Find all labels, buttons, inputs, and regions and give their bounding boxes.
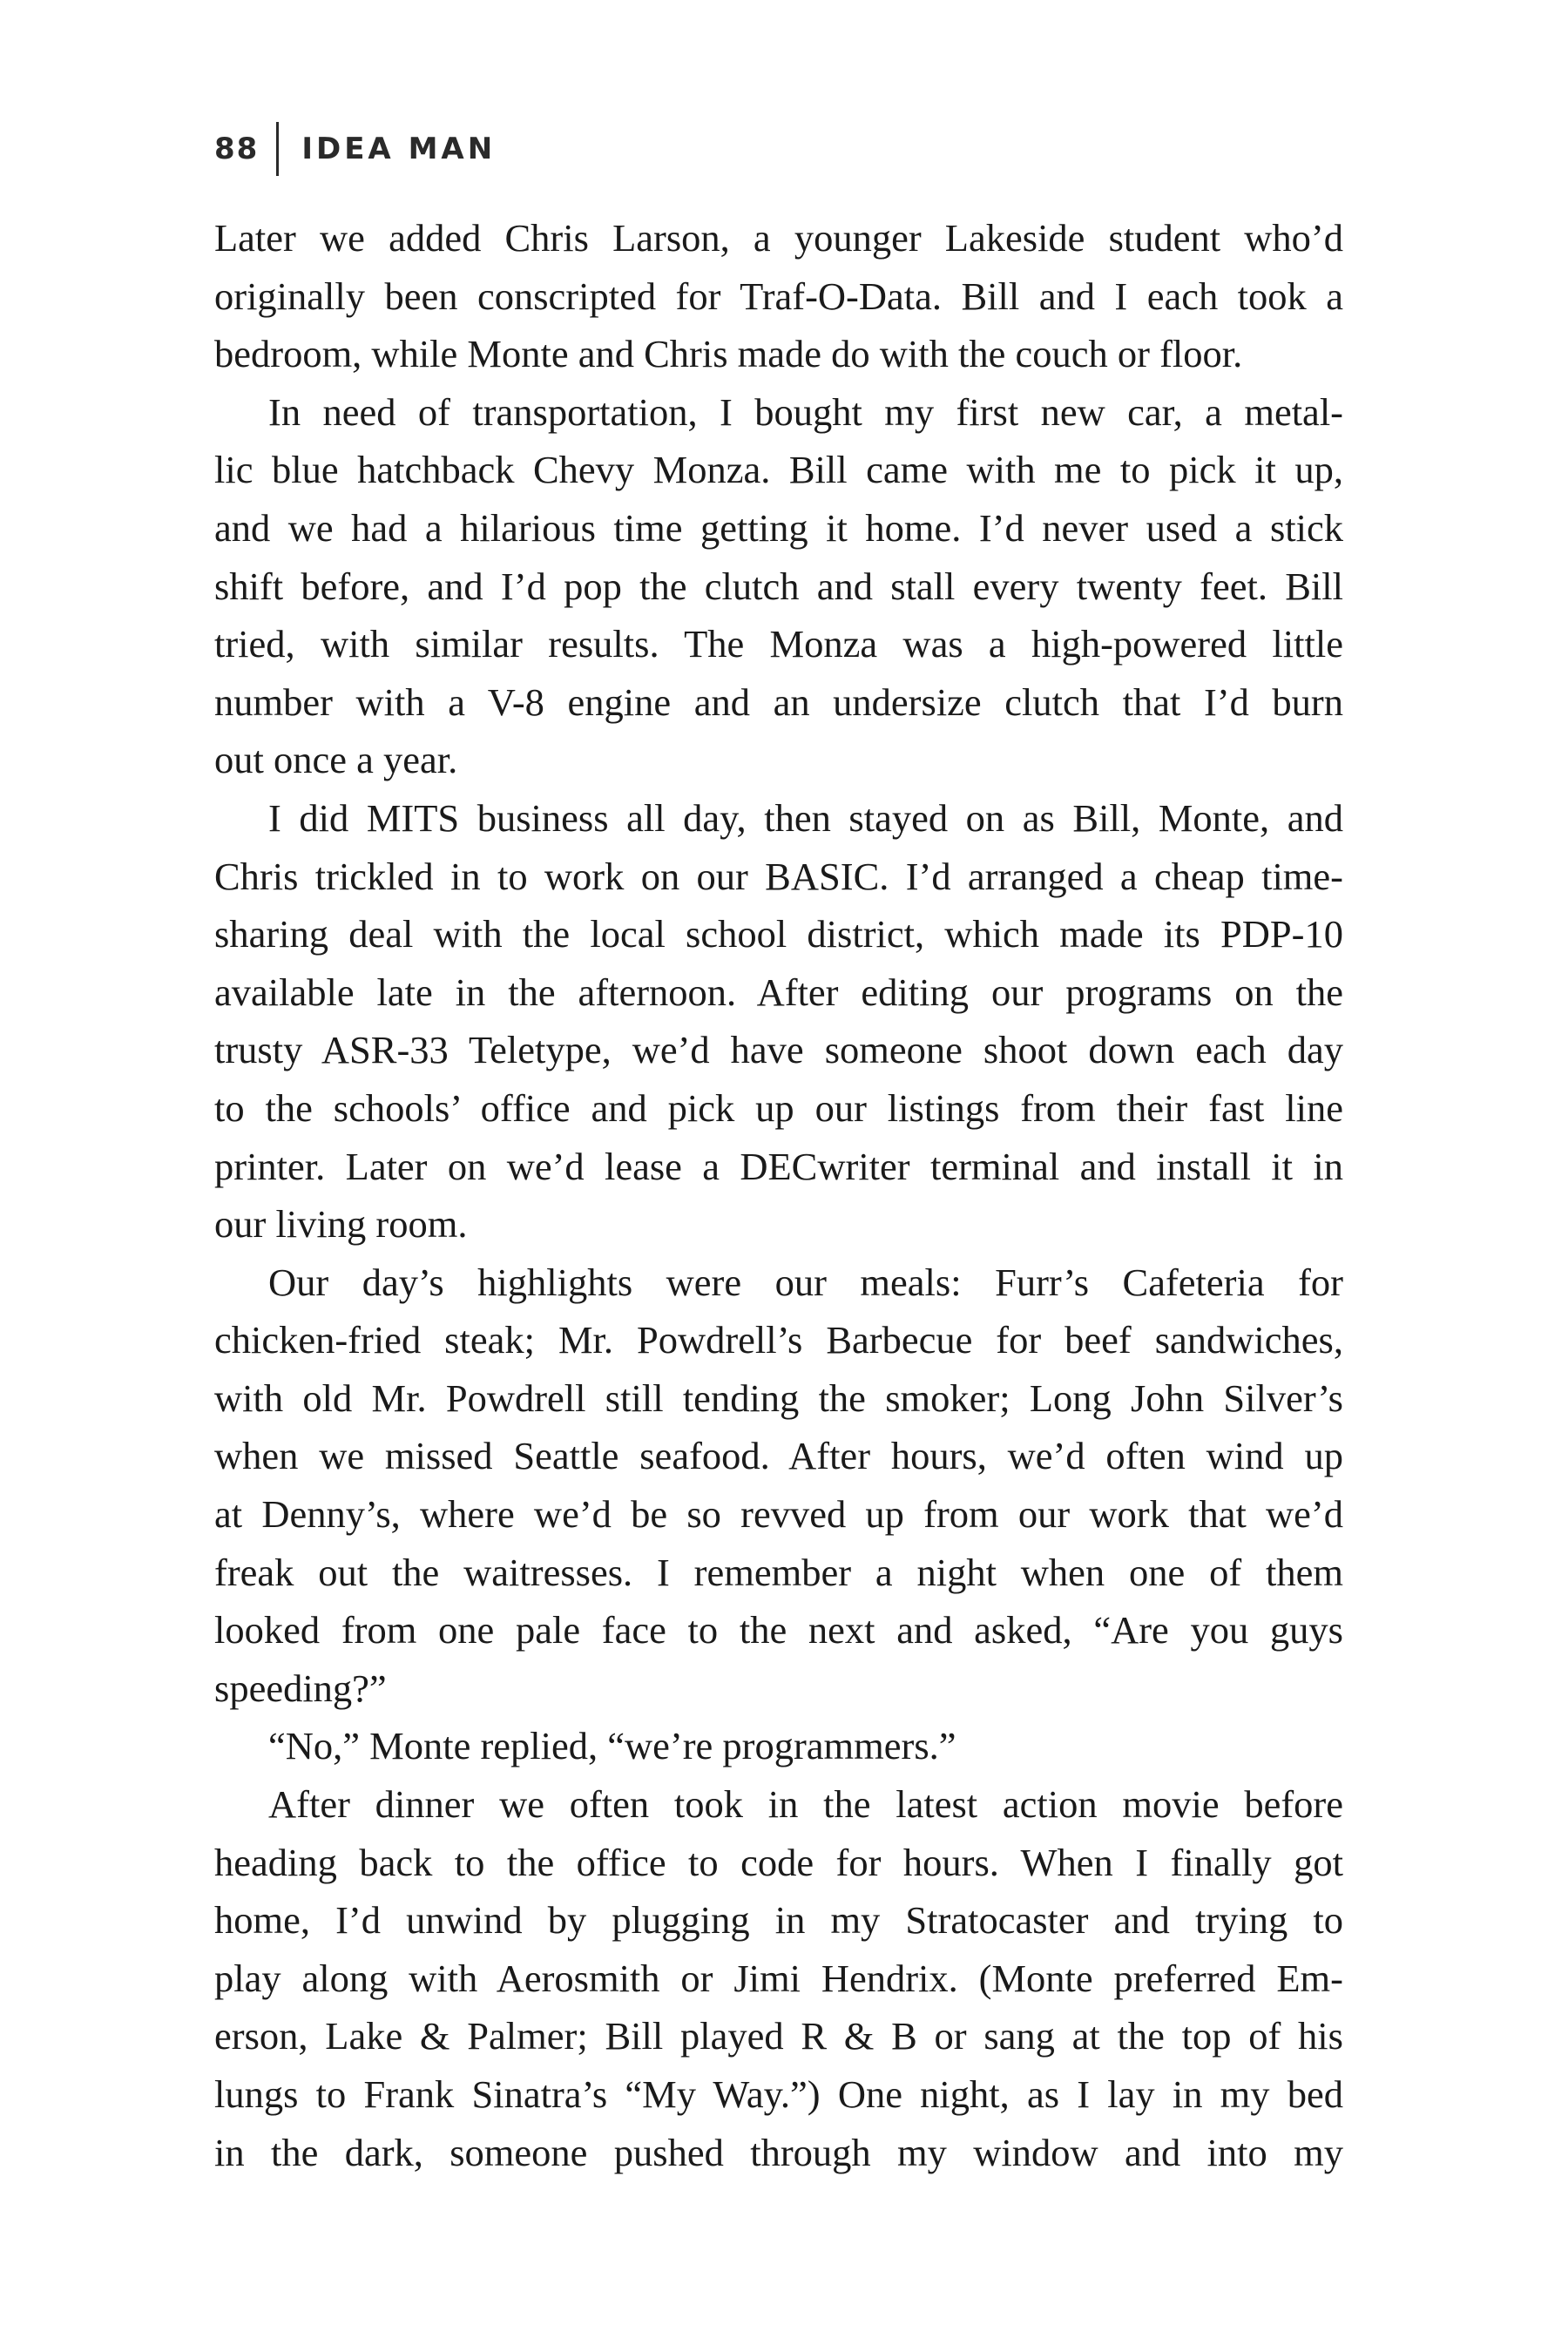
text-line: originally been conscripted for Traf-O-Data. Bill and I each took a — [214, 274, 1343, 318]
text-line: looked from one pale face to the next and asked, “Are you guys — [214, 1608, 1343, 1652]
body-text — [214, 209, 1343, 2181]
text-line: with old Mr. Powdrell still tending the smoker; Long John Silver’s — [214, 1375, 1343, 1420]
text-line: heading back to the office to code for hours. When I finally got — [214, 1840, 1343, 1884]
text-line: Chris trickled in to work on our BASIC. I’d arranged a cheap time- — [214, 854, 1343, 898]
text-line: lic blue hatchback Chevy Monza. Bill came with me to pick it up, — [214, 448, 1343, 492]
text-line: number with a V-8 engine and an undersize clutch that I’d burn — [214, 679, 1343, 724]
text-line: printer. Later on we’d lease a DECwriter terminal and install it in — [214, 1144, 1343, 1188]
book-title: IDEA MAN — [301, 132, 497, 166]
text-line: bedroom, while Monte and Chris made do with the couch or floor. — [214, 332, 1243, 376]
text-line: erson, Lake & Palmer; Bill played R & B or sang at the top of his — [214, 2014, 1343, 2058]
text-line: sharing deal with the local school district, which made its PDP-10 — [214, 912, 1343, 956]
text-line: tried, with similar results. The Monza was a high-powered little — [214, 622, 1343, 666]
text-line: out once a year. — [214, 738, 458, 782]
text-line: lungs to Frank Sinatra’s “My Way.”) One night, as I lay in my bed — [214, 2072, 1343, 2116]
text-line: speeding?” — [214, 1666, 387, 1710]
text-line: Our day’s highlights were our meals: Furr’s Cafeteria for — [268, 1260, 1343, 1304]
text-line: “No,” Monte replied, “we’re programmers.” — [268, 1724, 956, 1768]
text-line: in the dark, someone pushed through my window and into my — [214, 2130, 1343, 2174]
text-line: and we had a hilarious time getting it home. I’d never used a stick — [214, 505, 1343, 550]
text-line: I did MITS business all day, then stayed on as Bill, Monte, and — [268, 795, 1343, 840]
text-line: home, I’d unwind by plugging in my Stratocaster and trying to — [214, 1898, 1343, 1943]
text-line: freak out the waitresses. I remember a night when one of them — [214, 1550, 1343, 1594]
text-line: when we missed Seattle seafood. After hours, we’d often wind up — [214, 1434, 1343, 1478]
text-line: Later we added Chris Larson, a younger Lakeside student who’d — [214, 216, 1343, 260]
running-head — [214, 122, 496, 176]
text-line: chicken-fried steak; Mr. Powdrell’s Barbecue for beef sandwiches, — [214, 1318, 1343, 1362]
text-line: After dinner we often took in the latest action movie before — [268, 1782, 1343, 1827]
page-number: 88 — [214, 132, 260, 166]
text-line: to the schools’ office and pick up our listings from their fast line — [214, 1085, 1343, 1130]
text-line: play along with Aerosmith or Jimi Hendrix. (Monte preferred Em- — [214, 1956, 1343, 2000]
text-line: at Denny’s, where we’d be so revved up from our work that we’d — [214, 1492, 1343, 1537]
text-line: our living room. — [214, 1202, 468, 1247]
text-line: shift before, and I’d pop the clutch and stall every twenty feet. Bill — [214, 564, 1343, 608]
text-line: In need of transportation, I bought my first new car, a metal- — [268, 389, 1343, 434]
text-line: available late in the afternoon. After editing our programs on the — [214, 970, 1343, 1014]
header-divider — [276, 122, 279, 176]
text-line: trusty ASR-33 Teletype, we’d have someone shoot down each day — [214, 1028, 1343, 1072]
